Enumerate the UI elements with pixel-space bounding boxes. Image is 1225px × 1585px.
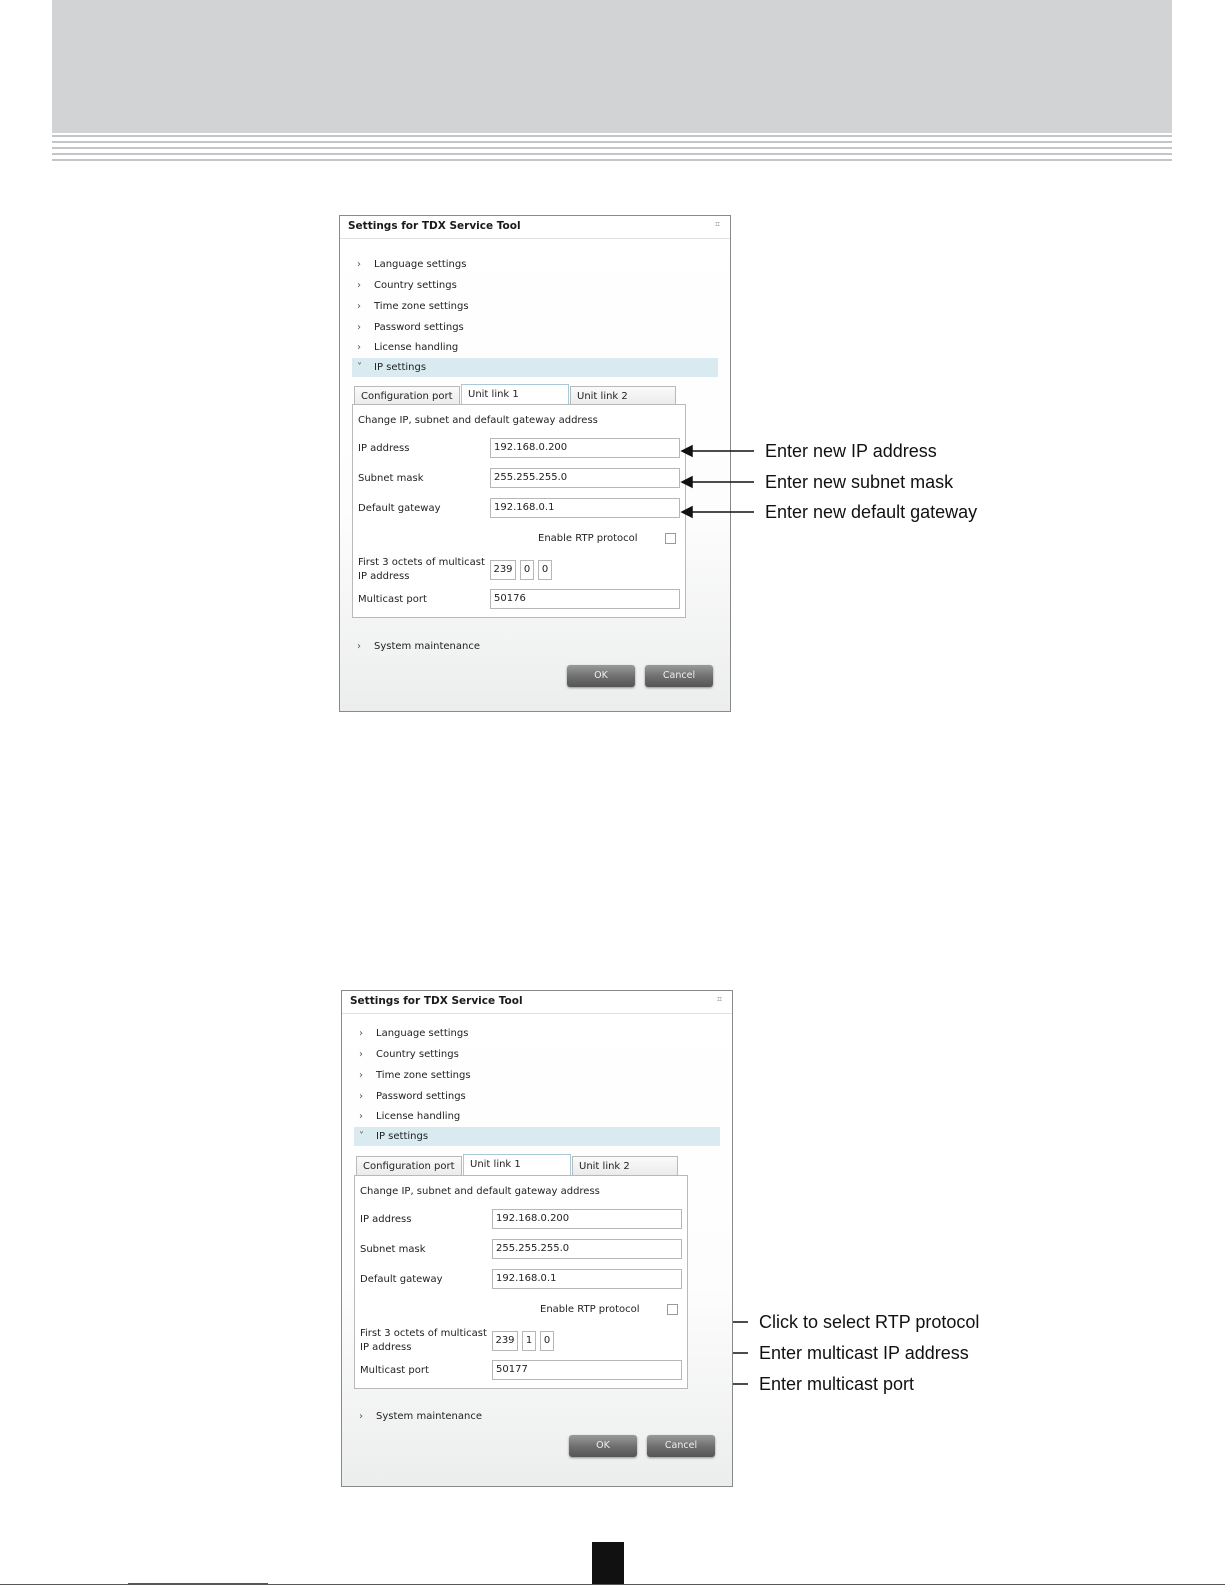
- chevron-right-icon: ›: [359, 1091, 363, 1102]
- ok-button[interactable]: OK: [569, 1435, 637, 1457]
- multicast-octet-3[interactable]: 0: [538, 560, 552, 580]
- tab-configuration-port[interactable]: Configuration port: [356, 1156, 462, 1176]
- multicast-ip-label-line2: IP address: [360, 1342, 412, 1353]
- multicast-ip-label-line2: IP address: [358, 571, 410, 582]
- menu-item-label: Country settings: [374, 280, 457, 291]
- rtp-label: Enable RTP protocol: [540, 1304, 640, 1315]
- ip-address-label: IP address: [358, 443, 410, 454]
- subnet-mask-input[interactable]: 255.255.255.0: [492, 1239, 682, 1259]
- panel-description: Change IP, subnet and default gateway address: [358, 415, 598, 426]
- tab-unit-link-2[interactable]: Unit link 2: [572, 1156, 678, 1176]
- default-gateway-label: Default gateway: [360, 1274, 443, 1285]
- close-icon[interactable]: ⌗: [716, 995, 722, 1005]
- chevron-right-icon: ›: [359, 1049, 363, 1060]
- subnet-mask-input[interactable]: 255.255.255.0: [490, 468, 680, 488]
- page-number-marker: [592, 1542, 624, 1585]
- dialog-title-bar: [342, 991, 732, 1014]
- arrowhead-icon: [682, 507, 692, 517]
- multicast-port-input[interactable]: 50176: [490, 589, 680, 609]
- chevron-right-icon: ›: [357, 342, 361, 353]
- menu-item-label: System maintenance: [374, 641, 480, 652]
- chevron-right-icon: ›: [357, 322, 361, 333]
- menu-item-country[interactable]: [354, 1045, 720, 1064]
- multicast-octet-2[interactable]: 1: [522, 1331, 536, 1351]
- multicast-ip-label-line1: First 3 octets of multicast: [358, 557, 485, 568]
- ok-button[interactable]: OK: [567, 665, 635, 687]
- ip-address-input[interactable]: 192.168.0.200: [490, 438, 680, 458]
- chevron-right-icon: ›: [357, 641, 361, 652]
- tab-unit-link-1[interactable]: Unit link 1: [461, 384, 569, 406]
- multicast-octet-1[interactable]: 239: [490, 560, 516, 580]
- menu-item-label: Password settings: [376, 1091, 466, 1102]
- tab-unit-link-2[interactable]: Unit link 2: [570, 386, 676, 406]
- rtp-checkbox[interactable]: [667, 1304, 678, 1315]
- panel-description: Change IP, subnet and default gateway address: [360, 1186, 600, 1197]
- menu-item-label: Country settings: [376, 1049, 459, 1060]
- arrowhead-icon: [682, 477, 692, 487]
- menu-item-password[interactable]: [354, 1087, 720, 1106]
- callout-multicast-port: Enter multicast port: [759, 1374, 915, 1394]
- menu-item-label: License handling: [376, 1111, 461, 1122]
- default-gateway-label: Default gateway: [358, 503, 441, 514]
- menu-item-license[interactable]: [354, 1107, 720, 1126]
- subnet-mask-label: Subnet mask: [360, 1244, 426, 1255]
- menu-item-time-zone[interactable]: [354, 1066, 720, 1085]
- multicast-octet-3[interactable]: 0: [540, 1331, 554, 1351]
- multicast-octet-2[interactable]: 0: [520, 560, 534, 580]
- dialog-title: Settings for TDX Service Tool: [350, 995, 523, 1007]
- chevron-right-icon: ›: [359, 1111, 363, 1122]
- chevron-right-icon: ›: [357, 280, 361, 291]
- close-icon[interactable]: ⌗: [714, 220, 720, 230]
- default-gateway-input[interactable]: 192.168.0.1: [490, 498, 680, 518]
- menu-item-system-maintenance[interactable]: [354, 1407, 720, 1426]
- menu-item-label: Language settings: [376, 1028, 469, 1039]
- callout-rtp: Click to select RTP protocol: [759, 1312, 980, 1332]
- default-gateway-input[interactable]: 192.168.0.1: [492, 1269, 682, 1289]
- chevron-right-icon: ›: [359, 1070, 363, 1081]
- tab-configuration-port[interactable]: Configuration port: [354, 386, 460, 406]
- menu-item-label: Password settings: [374, 322, 464, 333]
- menu-item-label: IP settings: [376, 1131, 429, 1142]
- cancel-button[interactable]: Cancel: [645, 665, 713, 687]
- callout-default-gateway: Enter new default gateway: [765, 502, 978, 522]
- menu-item-label: Language settings: [374, 259, 467, 270]
- menu-item-label: License handling: [374, 342, 459, 353]
- menu-item-ip-settings[interactable]: [354, 1127, 720, 1146]
- menu-item-label: IP settings: [374, 362, 427, 373]
- chevron-right-icon: ›: [359, 1028, 363, 1039]
- multicast-ip-label-line1: First 3 octets of multicast: [360, 1328, 487, 1339]
- menu-item-label: System maintenance: [376, 1411, 482, 1422]
- chevron-right-icon: ›: [357, 259, 361, 270]
- multicast-port-label: Multicast port: [360, 1365, 429, 1376]
- dialog-title: Settings for TDX Service Tool: [348, 220, 521, 232]
- multicast-octet-1[interactable]: 239: [492, 1331, 518, 1351]
- chevron-down-icon: ˅: [359, 1131, 364, 1142]
- subnet-mask-label: Subnet mask: [358, 473, 424, 484]
- multicast-port-input[interactable]: 50177: [492, 1360, 682, 1380]
- callout-ip-address: Enter new IP address: [765, 441, 937, 461]
- arrowhead-icon: [682, 446, 692, 456]
- menu-item-label: Time zone settings: [376, 1070, 471, 1081]
- cancel-button[interactable]: Cancel: [647, 1435, 715, 1457]
- callout-subnet-mask: Enter new subnet mask: [765, 472, 954, 492]
- ip-address-label: IP address: [360, 1214, 412, 1225]
- menu-item-language[interactable]: [354, 1024, 720, 1043]
- multicast-port-label: Multicast port: [358, 594, 427, 605]
- rtp-label: Enable RTP protocol: [538, 533, 638, 544]
- callout-multicast-ip: Enter multicast IP address: [759, 1343, 969, 1363]
- ip-address-input[interactable]: 192.168.0.200: [492, 1209, 682, 1229]
- chevron-right-icon: ›: [359, 1411, 363, 1422]
- settings-dialog: [341, 990, 733, 1487]
- menu-item-label: Time zone settings: [374, 301, 469, 312]
- tab-unit-link-1[interactable]: Unit link 1: [463, 1154, 571, 1176]
- chevron-down-icon: ˅: [357, 362, 362, 373]
- chevron-right-icon: ›: [357, 301, 361, 312]
- ip-settings-panel: [354, 1175, 688, 1389]
